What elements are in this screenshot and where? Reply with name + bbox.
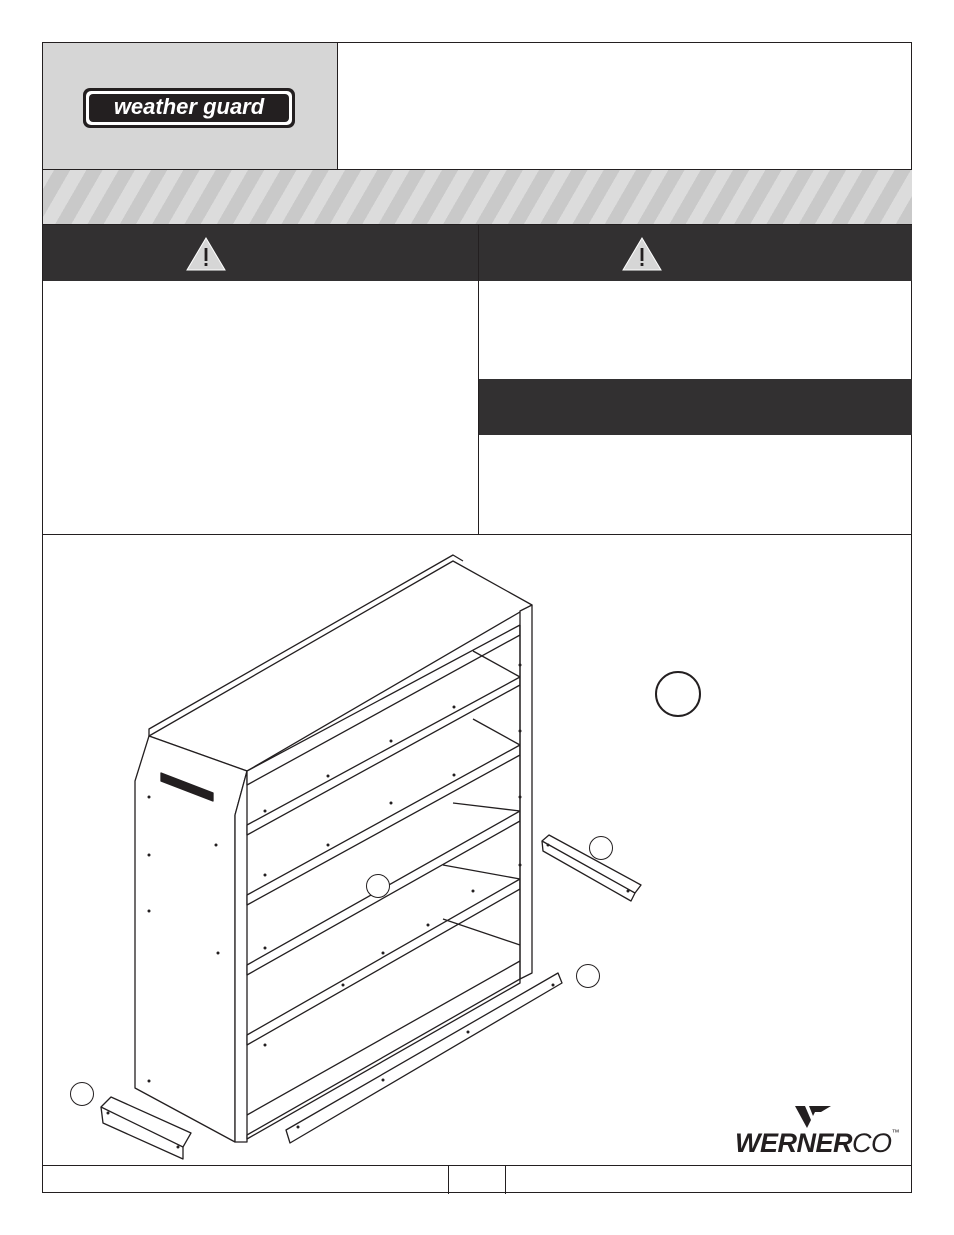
weather-guard-logo: [43, 43, 338, 169]
title-area: [338, 43, 912, 169]
warning-bar-left: [43, 225, 478, 281]
document-frame: [42, 42, 912, 1193]
callout-circle-bracket-left: [70, 1082, 94, 1106]
wernerco-wordmark: WERNERCO™: [735, 1128, 899, 1158]
logo-panel: [43, 43, 338, 169]
callout-circle-bracket: [589, 836, 613, 860]
warning-triangle-icon: [622, 237, 662, 271]
svg-text:weather guard: weather guard: [113, 94, 265, 119]
hazard-stripe-band: [43, 169, 912, 225]
footer-row: [43, 1165, 912, 1193]
wernerco-logo: [735, 1106, 915, 1166]
werner-ladder-mark-icon: [795, 1106, 831, 1128]
warning-triangle-icon: [186, 237, 226, 271]
callout-circle-large: [655, 671, 701, 717]
shelf-unit-illustration: [43, 535, 912, 1165]
callout-circle-rail: [576, 964, 600, 988]
footer-divider: [505, 1166, 506, 1194]
warning-bar-right: [479, 225, 912, 281]
callout-circle-shelf: [366, 874, 390, 898]
footer-divider: [448, 1166, 449, 1194]
notice-bar: [479, 379, 912, 435]
